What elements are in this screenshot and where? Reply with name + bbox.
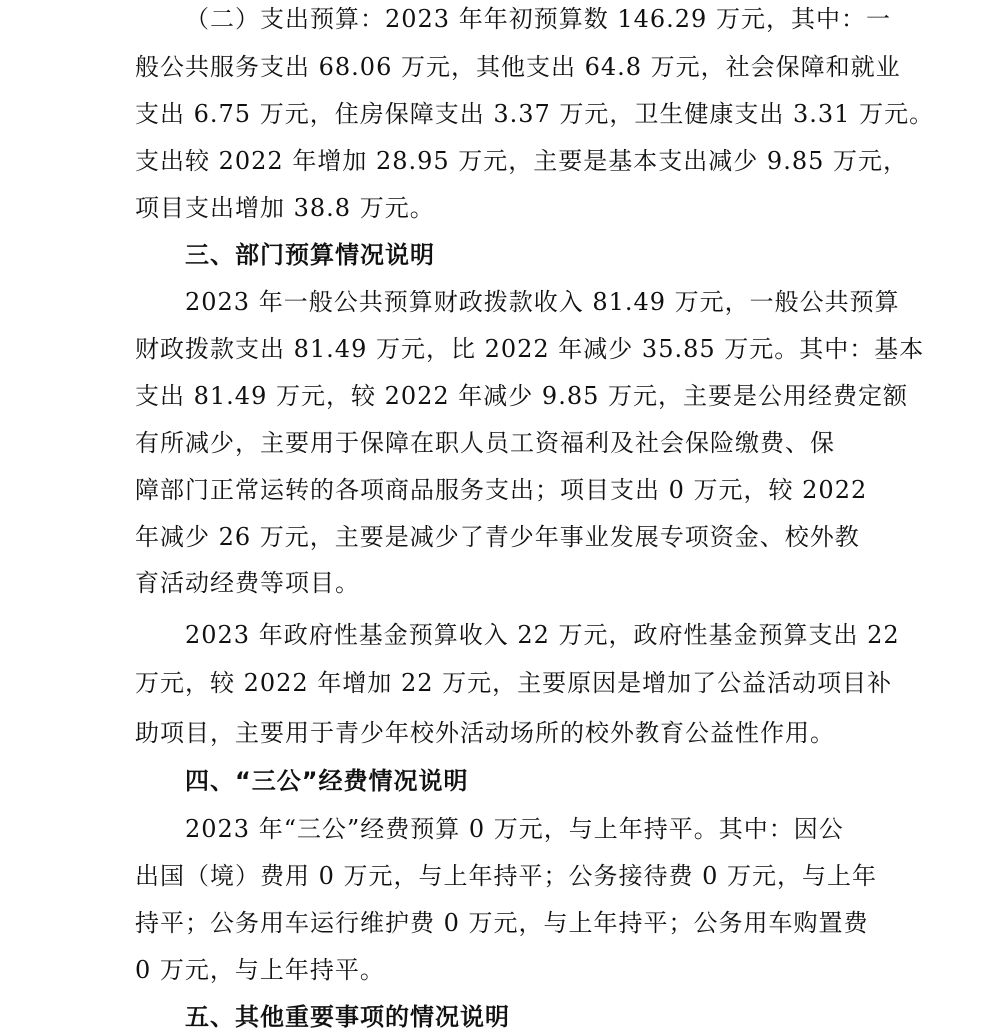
section-heading-5: 五、其他重要事项的情况说明 bbox=[185, 1003, 510, 1031]
paragraph-line: 支出 6.75 万元，住房保障支出 3.37 万元，卫生健康支出 3.31 万元。 bbox=[135, 100, 935, 128]
paragraph-line: 有所减少，主要用于保障在职人员工资福利及社会保险缴费、保 bbox=[135, 429, 835, 457]
paragraph-line: 支出 81.49 万元，较 2022 年减少 9.85 万元，主要是公用经费定额 bbox=[135, 382, 908, 410]
paragraph-line: 助项目，主要用于青少年校外活动场所的校外教育公益性作用。 bbox=[135, 719, 835, 747]
paragraph-line: 出国（境）费用 0 万元，与上年持平；公务接待费 0 万元，与上年 bbox=[135, 862, 878, 890]
paragraph-line: 2023 年政府性基金预算收入 22 万元，政府性基金预算支出 22 bbox=[185, 621, 900, 649]
section-heading-3: 三、部门预算情况说明 bbox=[185, 241, 435, 269]
paragraph-line: 育活动经费等项目。 bbox=[135, 569, 360, 597]
paragraph-line: 0 万元，与上年持平。 bbox=[135, 956, 385, 984]
paragraph-line: 2023 年“三公”经费预算 0 万元，与上年持平。其中：因公 bbox=[185, 815, 844, 843]
paragraph-line: 支出较 2022 年增加 28.95 万元，主要是基本支出减少 9.85 万元， bbox=[135, 147, 908, 175]
paragraph-line: （二）支出预算：2023 年年初预算数 146.29 万元，其中：一 bbox=[185, 5, 891, 33]
paragraph-line: 障部门正常运转的各项商品服务支出；项目支出 0 万元，较 2022 bbox=[135, 476, 868, 504]
paragraph-line: 年减少 26 万元，主要是减少了青少年事业发展专项资金、校外教 bbox=[135, 523, 860, 551]
paragraph-line: 持平；公务用车运行维护费 0 万元，与上年持平；公务用车购置费 bbox=[135, 909, 869, 937]
section-heading-4: 四、“三公”经费情况说明 bbox=[185, 767, 469, 795]
paragraph-line: 项目支出增加 38.8 万元。 bbox=[135, 194, 435, 222]
paragraph-line: 2023 年一般公共预算财政拨款收入 81.49 万元，一般公共预算 bbox=[185, 288, 900, 316]
paragraph-line: 万元，较 2022 年增加 22 万元，主要原因是增加了公益活动项目补 bbox=[135, 669, 893, 697]
paragraph-line: 般公共服务支出 68.06 万元，其他支出 64.8 万元，社会保障和就业 bbox=[135, 53, 901, 81]
paragraph-line: 财政拨款支出 81.49 万元，比 2022 年减少 35.85 万元。其中：基本 bbox=[135, 335, 925, 363]
